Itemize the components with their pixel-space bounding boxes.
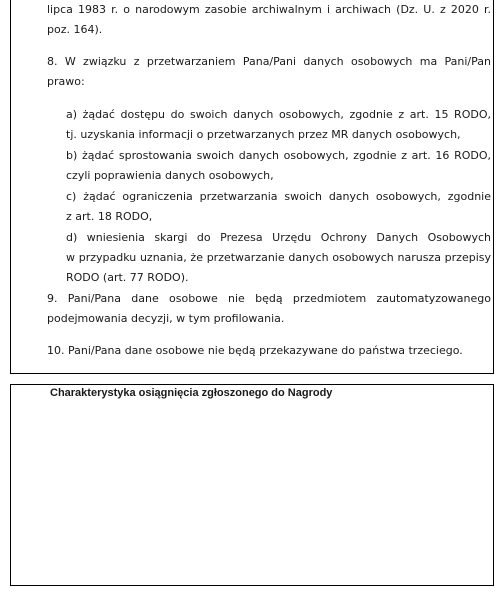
right-a: a) żądać dostępu do swoich danych osobowych, zgodnie z art. 15 RODO, (66, 108, 491, 121)
right-d-cont: w przypadku uznania, że przetwarzanie danych osobowych narusza przepisy (66, 251, 491, 264)
right-a-cont: tj. uzyskania informacji o przetwarzanych przez MR danych osobowych, (66, 128, 461, 141)
right-b-cont: czyli poprawienia danych osobowych, (66, 169, 274, 182)
item-9: 9. Pani/Pana dane osobowe nie będą przedmiotem zautomatyzowanego (47, 292, 491, 305)
right-d: d) wniesienia skargi do Prezesa Urzędu Ochrony Danych Osobowych (66, 231, 491, 244)
right-c-cont: z art. 18 RODO, (66, 210, 153, 223)
text-line: lipca 1983 r. o narodowym zasobie archiwalnym i archiwach (Dz. U. z 2020 r. (47, 3, 491, 16)
right-d-cont2: RODO (art. 77 RODO). (66, 271, 189, 284)
achievement-description-box[interactable] (10, 384, 494, 586)
item-8-intro: 8. W związku z przetwarzaniem Pana/Pani danych osobowych ma Pani/Pan (47, 55, 491, 68)
text-line: poz. 164). (47, 23, 103, 36)
item-10: 10. Pani/Pana dane osobowe nie będą przekazywane do państwa trzeciego. (47, 344, 463, 357)
achievement-title: Charakterystyka osiągnięcia zgłoszonego do Nagrody (50, 387, 333, 399)
right-b: b) żądać sprostowania swoich danych osobowych, zgodnie z art. 16 RODO, (66, 149, 491, 162)
right-c: c) żądać ograniczenia przetwarzania swoich danych osobowych, zgodnie (66, 190, 491, 203)
item-9-cont: podejmowania decyzji, w tym profilowania. (47, 312, 285, 325)
item-8-intro-cont: prawo: (47, 75, 85, 88)
